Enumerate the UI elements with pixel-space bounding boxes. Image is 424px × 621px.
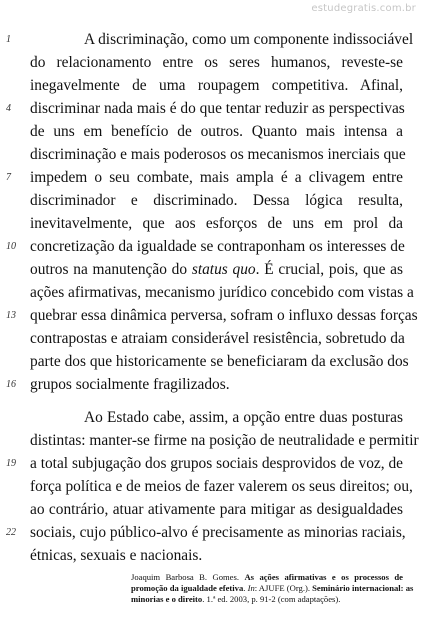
text-line: 10 concretização da igualdade se contraponham os interesses de	[30, 235, 403, 258]
line-number: 19	[6, 458, 16, 469]
text-line: outros na manutenção do status quo. É crucial, pois, que as	[30, 261, 403, 278]
text-line: 1 A discriminação, como um componente indissociável	[30, 28, 403, 51]
text-line: inegavelmente de uma roupagem competitiva. Afinal,	[30, 77, 403, 94]
line-number: 16	[6, 379, 16, 390]
italic-term: status quo	[191, 261, 256, 278]
paragraph-1	[6, 28, 418, 396]
text-line: inevitavelmente, que aos esforços de uns em prol da	[30, 215, 403, 232]
text-line: 13 quebrar essa dinâmica perversa, sofram o influxo dessas forças	[30, 304, 403, 327]
line-number: 1	[6, 34, 11, 45]
source-citation	[131, 572, 414, 605]
text-line: contrapostas e atraiam considerável resistência, sobretudo da	[30, 330, 405, 347]
text-line: 4 discriminar nada mais é do que tentar reduzir as perspectivas	[30, 97, 403, 120]
text-line: força política e de meios de fazer valerem os seus direitos; ou,	[30, 478, 413, 495]
line-number: 4	[6, 103, 11, 114]
site-watermark: estudegratis.com.br	[311, 3, 416, 14]
text-line: distintas: manter-se firme na posição de neutralidade e permitir	[30, 432, 419, 449]
text-line: 19 a total subjugação dos grupos sociais desprovidos de voz, de	[30, 452, 403, 475]
text-line: de uns em benefício de outros. Quanto mais intensa a	[30, 123, 403, 140]
text-line: Ao Estado cabe, assim, a opção entre duas posturas	[84, 409, 403, 426]
reading-passage	[6, 28, 419, 567]
text-line: parte dos que historicamente se beneficiaram da exclusão dos	[30, 353, 409, 370]
line-number: 22	[6, 527, 16, 538]
text-line: 22 sociais, cujo público-alvo é precisamente as minorias raciais,	[30, 521, 403, 544]
line-number: 13	[6, 310, 16, 321]
citation-line: Joaquim Barbosa B. Gomes. As ações afirmativas e os processos de	[131, 572, 403, 582]
text-line: 16 grupos socialmente fragilizados.	[30, 373, 403, 396]
citation-line: minorias e o direito. 1.ª ed. 2003, p. 91-2 (com adaptações).	[131, 594, 341, 604]
text-line: do relacionamento entre os seres humanos, reveste-se	[30, 54, 403, 71]
text-line: ao contrário, atuar ativamente para mitigar as desigualdades	[30, 501, 403, 518]
text-line: ações afirmativas, mecanismo jurídico concebido com vistas a	[30, 284, 414, 301]
paragraph-2	[6, 406, 419, 567]
line-number: 7	[6, 172, 11, 183]
text-line: discriminador e discriminado. Dessa lógica resulta,	[30, 192, 403, 209]
text-line: étnicas, sexuais e nacionais.	[30, 547, 203, 564]
line-number: 10	[6, 241, 16, 252]
citation-line: promoção da igualdade efetiva. In: AJUFE (Org.). Seminário internacional: as	[131, 583, 414, 593]
text-line: 7 impedem o seu combate, mais ampla é a clivagem entre	[30, 166, 403, 189]
text-line: discriminação e mais poderosos os mecanismos inerciais que	[30, 146, 406, 163]
